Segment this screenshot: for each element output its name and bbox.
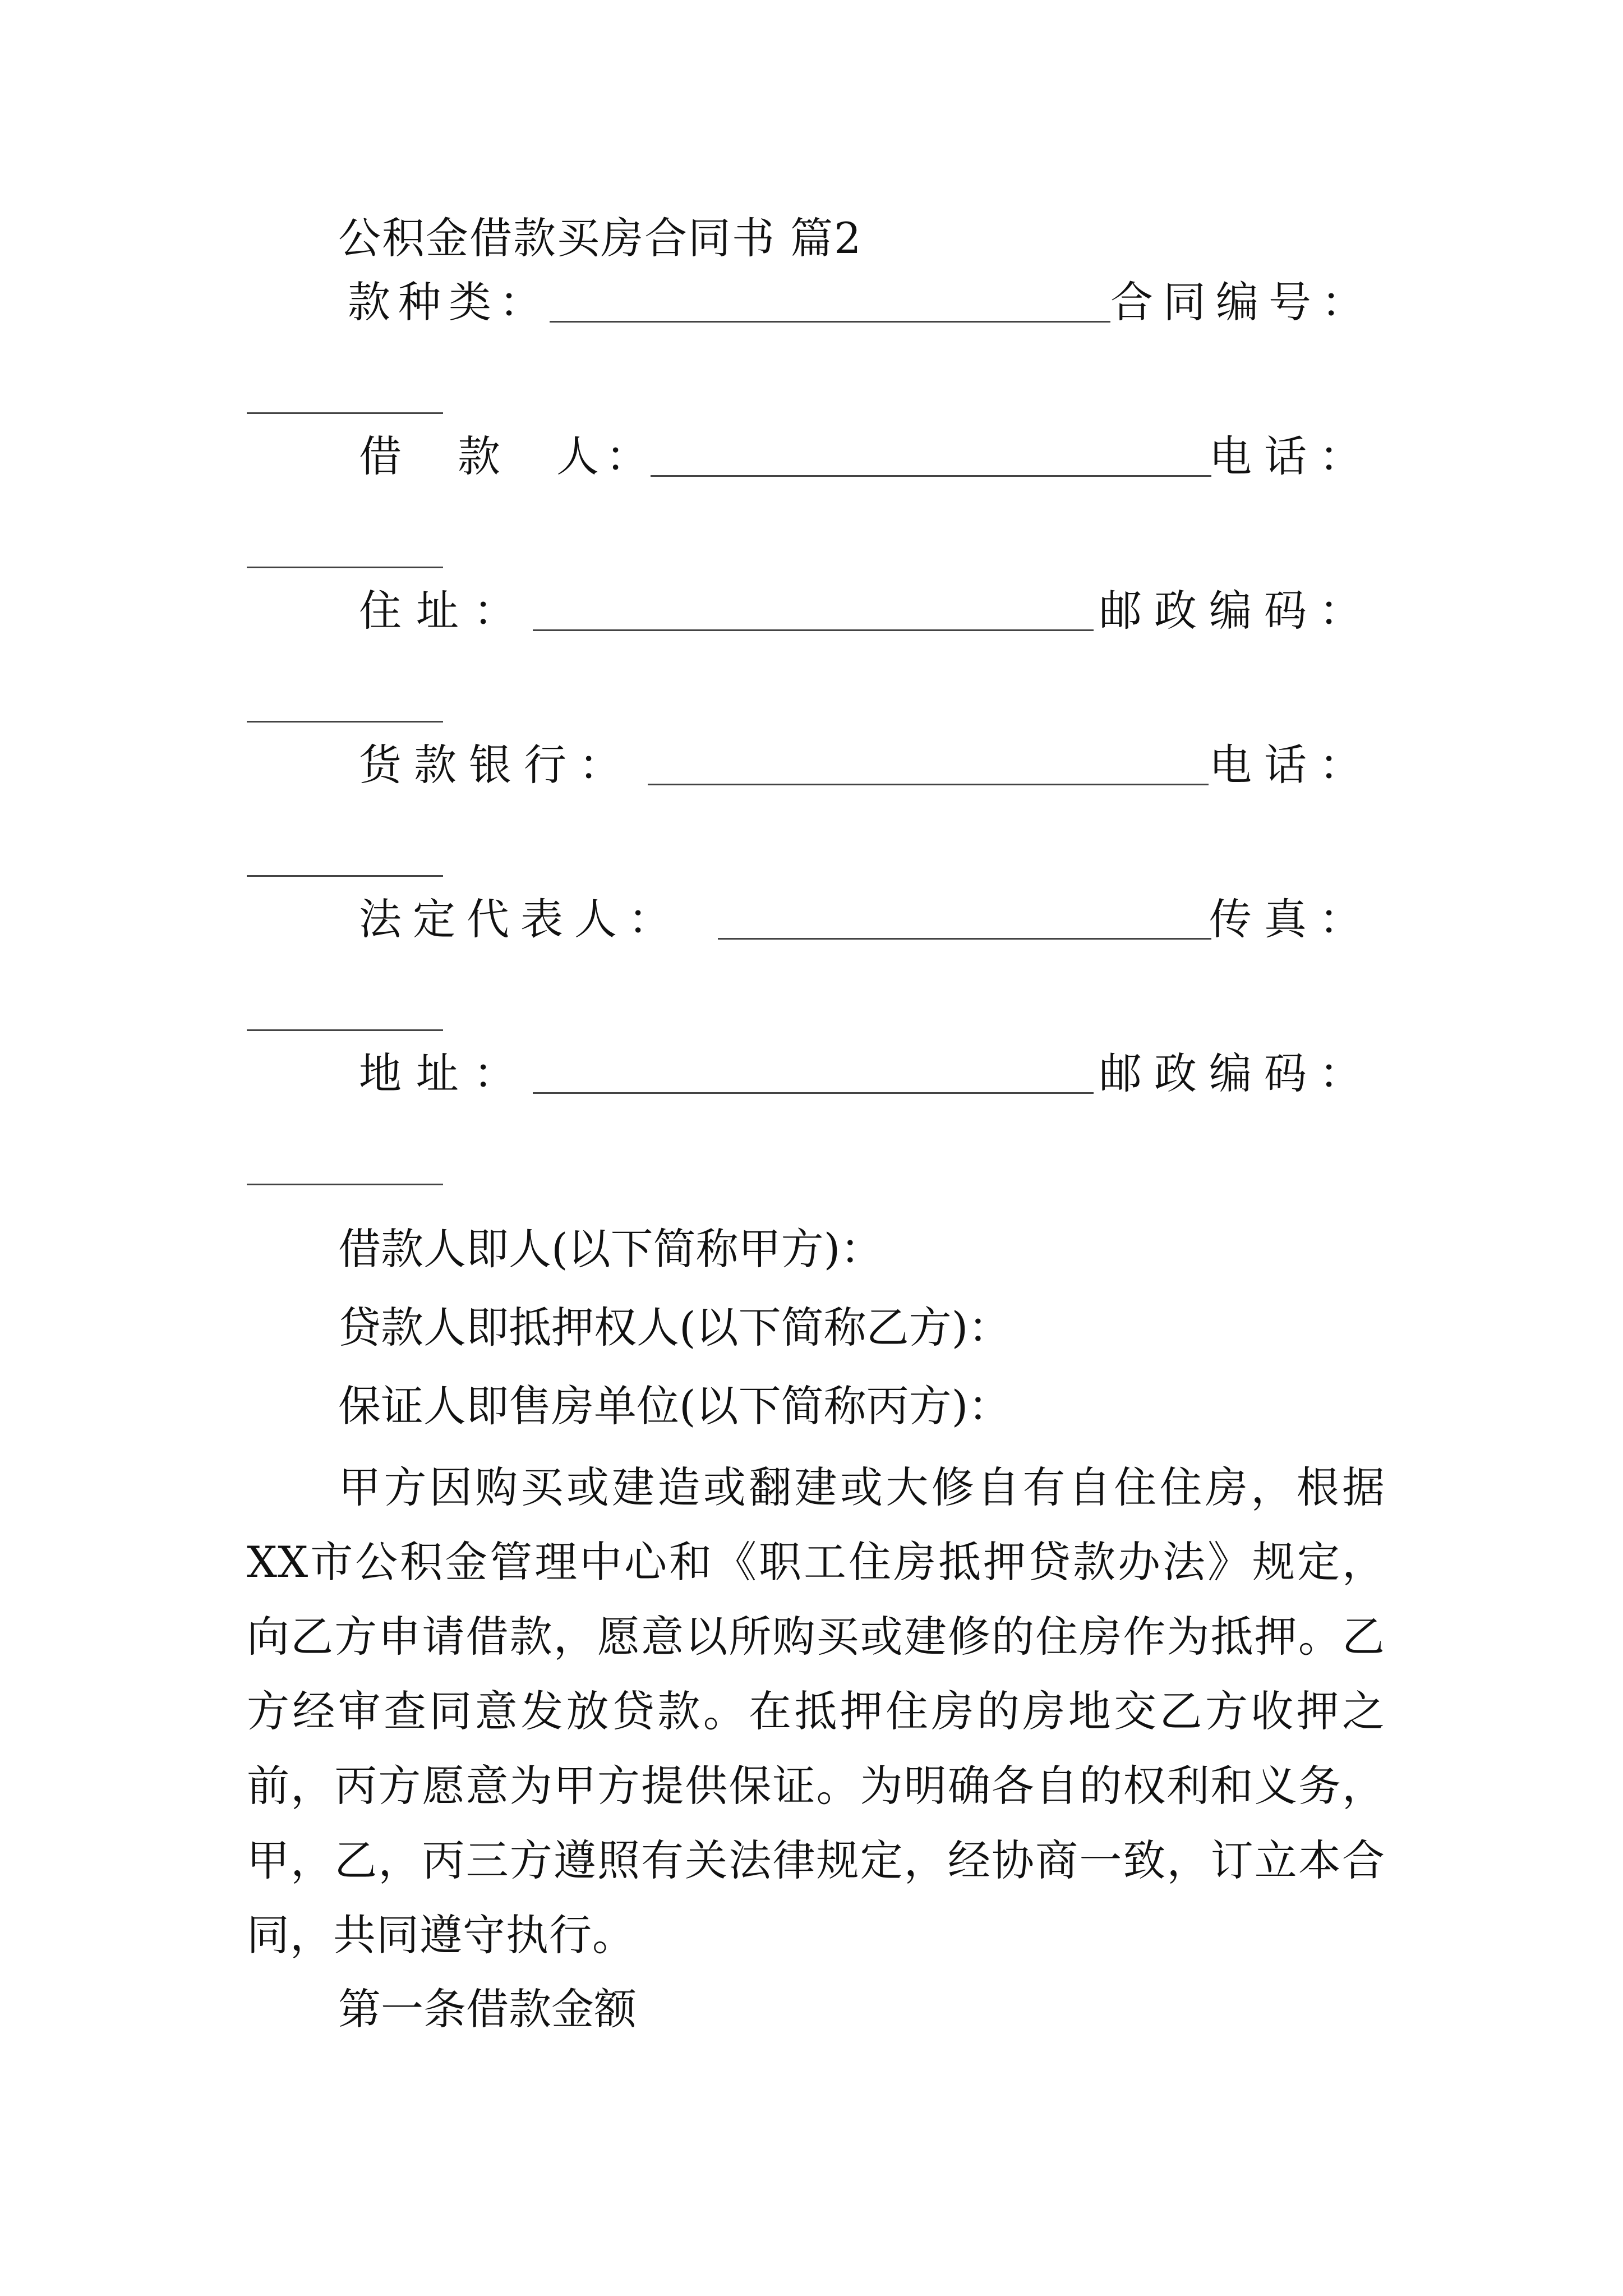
contract-number-blank — [247, 412, 443, 414]
borrower-blank — [651, 475, 1211, 477]
legal-rep-label: 法定代表人： — [359, 894, 682, 944]
party-b-line: 贷款人即抵押权人(以下简称乙方)： — [338, 1303, 1011, 1352]
document-title: 公积金借款买房合同书 篇2 — [338, 213, 863, 263]
fax-label: 传真： — [1209, 894, 1374, 944]
loan-type-label: 款种类： — [348, 277, 550, 327]
section-heading: 第一条借款金额 — [338, 1984, 637, 2034]
legal-rep-blank — [718, 938, 1211, 940]
field-row-bank-address — [247, 1049, 1374, 1111]
bank-blank — [648, 784, 1209, 785]
bank-address-label: 地址： — [359, 1048, 531, 1098]
contract-number-label: 合同编号： — [1110, 277, 1374, 327]
bank-address-blank — [533, 1092, 1094, 1094]
field-row-loan-type — [247, 278, 1374, 339]
borrower-phone-blank — [247, 567, 443, 568]
party-a-line: 借款人即人(以下简称甲方)： — [338, 1224, 883, 1274]
loan-type-blank — [550, 321, 1110, 323]
field-row-bank — [247, 740, 1374, 802]
postcode-label: 邮政编码： — [1099, 586, 1374, 636]
borrower-label: 借 款 人： — [359, 431, 655, 481]
fax-blank — [247, 1029, 443, 1031]
address-blank — [533, 629, 1094, 631]
field-row-borrower — [247, 432, 1374, 494]
body-paragraph: 甲方因购买或建造或翻建或大修自有自住住房，根据XX市公积金管理中心和《职工住房抵押贷款办法》规定，向乙方申请借款，愿意以所购买或建修的住房作为抵押。乙方经审查同意发放贷款。在抵押住房的房地交乙方收押之前，丙方愿意为甲方提供保证。为明确各自的权利和义务，甲，乙，丙三方遵照有关法律规定，经协商一致，订立本合同，共同遵守执行。 — [247, 1462, 1385, 1960]
party-c-line: 保证人即售房单位(以下简称丙方)： — [338, 1381, 1011, 1431]
bank-postcode-blank — [247, 1184, 443, 1185]
field-row-legal-rep — [247, 895, 1374, 956]
borrower-phone-label: 电话： — [1209, 431, 1374, 481]
bank-phone-blank — [247, 875, 443, 877]
field-row-address — [247, 586, 1374, 648]
postcode-blank — [247, 721, 443, 723]
bank-postcode-label: 邮政编码： — [1099, 1048, 1374, 1098]
bank-label: 货款银行： — [359, 740, 634, 790]
address-label: 住址： — [359, 586, 531, 636]
bank-phone-label: 电话： — [1209, 740, 1374, 790]
